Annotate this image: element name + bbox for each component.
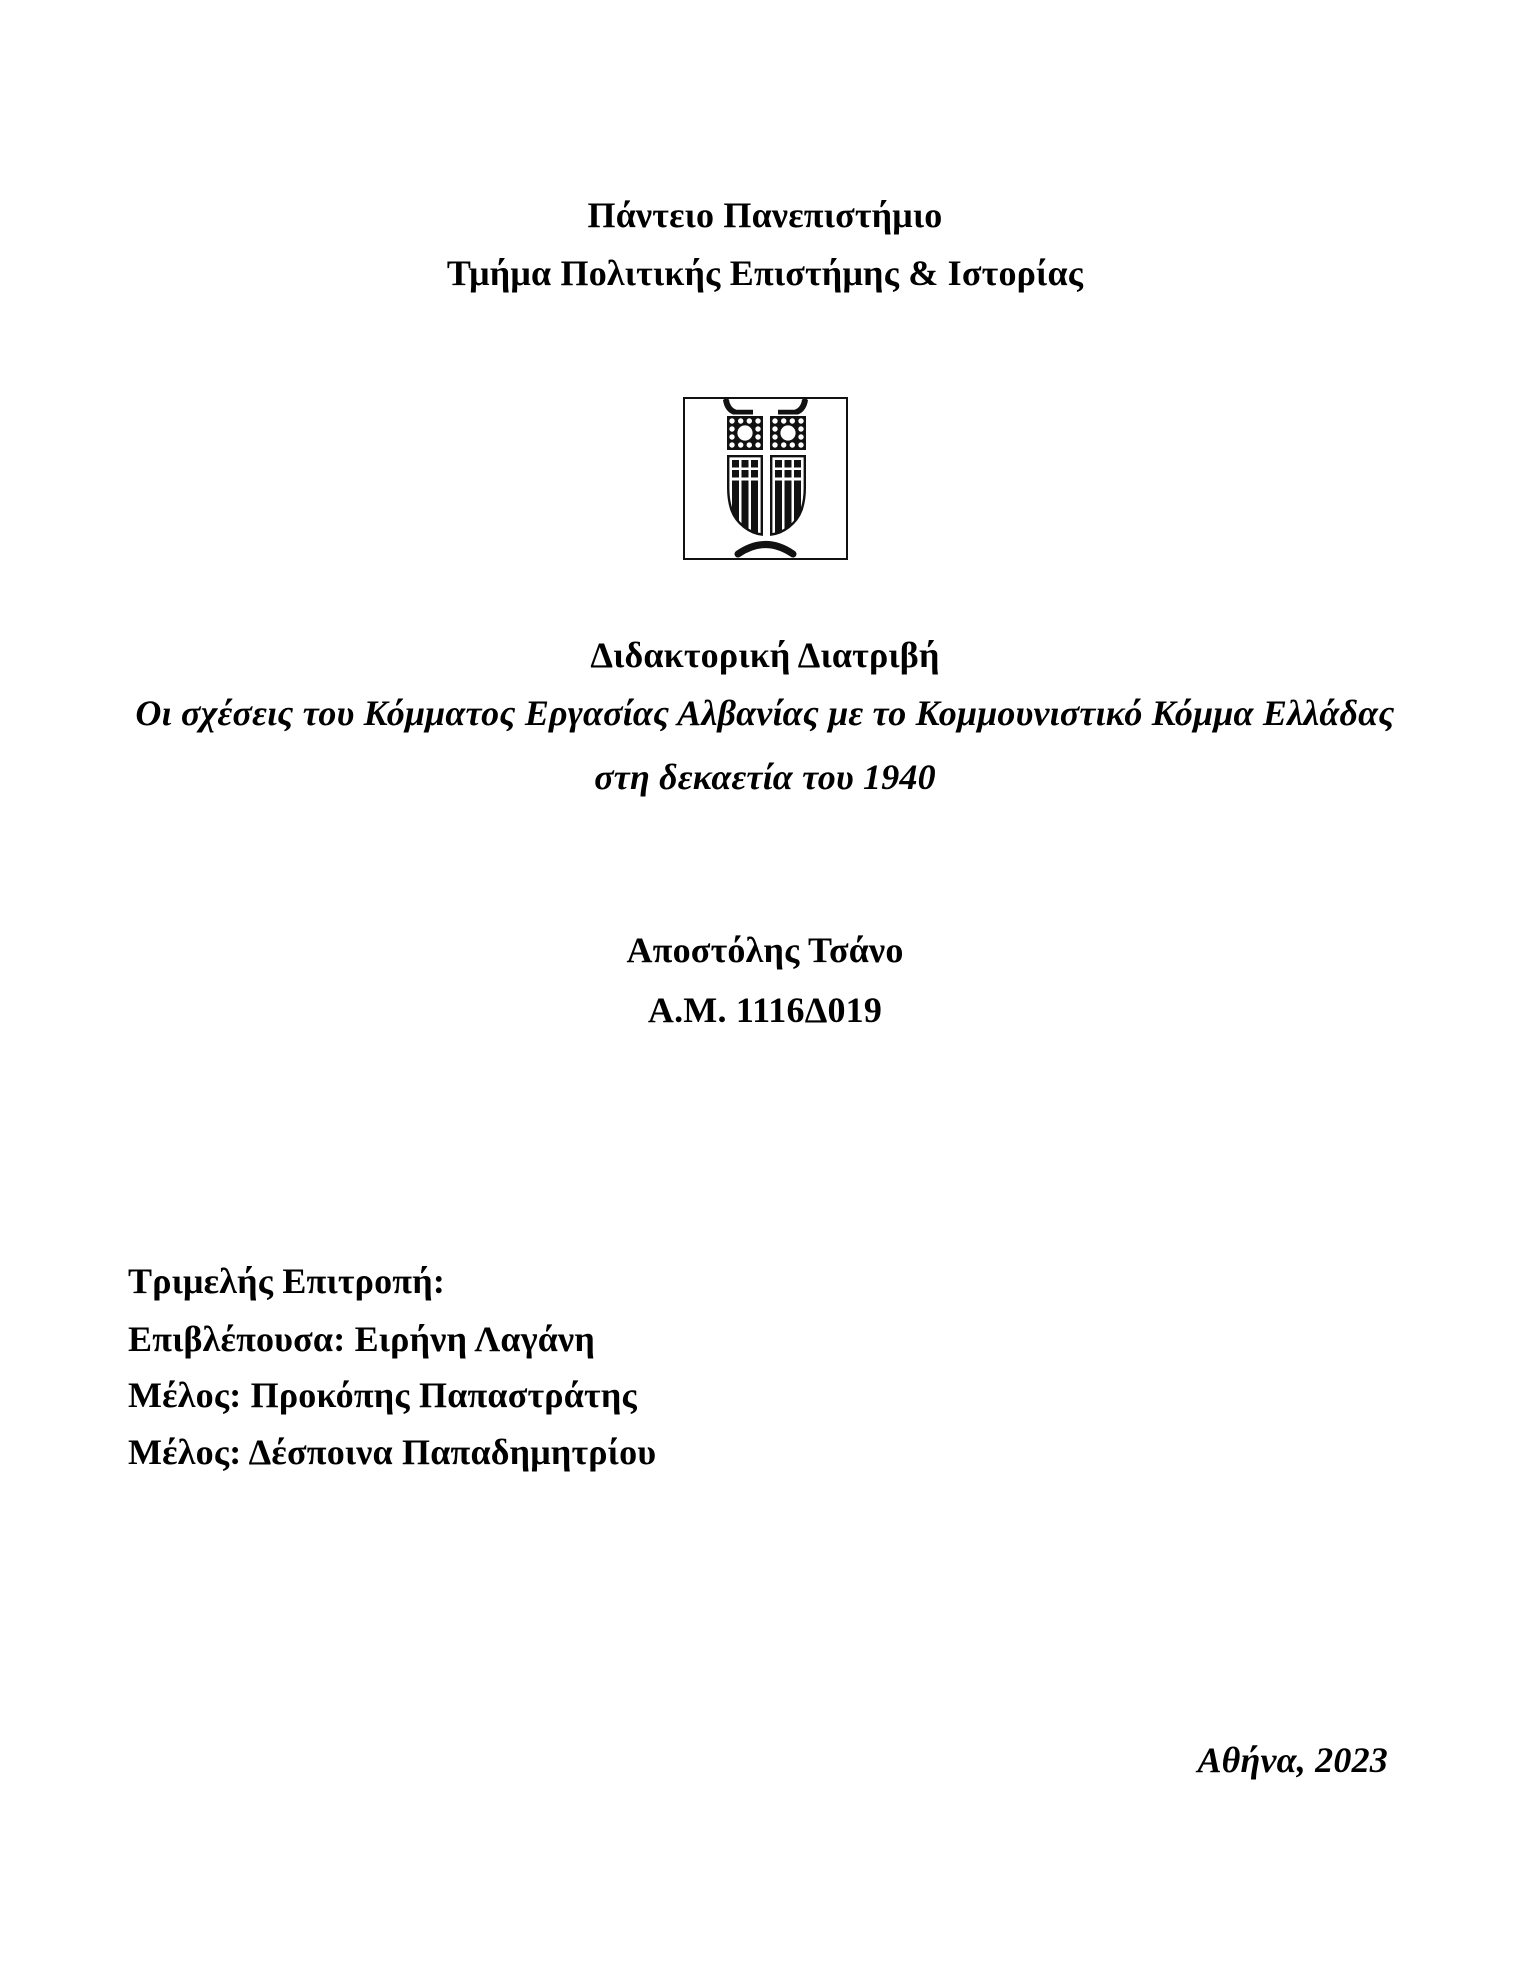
registration-number: Α.Μ. 1116Δ019 (647, 990, 883, 1030)
author-name: Αποστόλης Τσάνο (626, 930, 904, 970)
place-date: Αθήνα, 2023 (1197, 1740, 1388, 1780)
committee-member-supervisor: Επιβλέπουσα: Ειρήνη Λαγάνη (128, 1319, 595, 1359)
doc-type-label: Διδακτορική Διατριβή (590, 635, 940, 675)
thesis-title-line-2: στη δεκαετία του 1940 (594, 757, 936, 797)
university-name: Πάντειο Πανεπιστήμιο (587, 195, 943, 235)
thesis-title-line-1: Οι σχέσεις του Κόμματος Εργασίας Αλβανίας με το Κομμουνιστικό Κόμμα Ελλάδας (135, 693, 1395, 733)
department-name: Τμήμα Πολιτικής Επιστήμης & Ιστορίας (446, 253, 1084, 293)
panteion-owl-emblem (683, 397, 848, 560)
committee-member-1: Μέλος: Προκόπης Παπαστράτης (128, 1375, 637, 1415)
committee-heading: Τριμελής Επιτροπή: (128, 1261, 446, 1301)
committee-member-2: Μέλος: Δέσποινα Παπαδημητρίου (128, 1432, 657, 1472)
university-logo (683, 397, 848, 560)
